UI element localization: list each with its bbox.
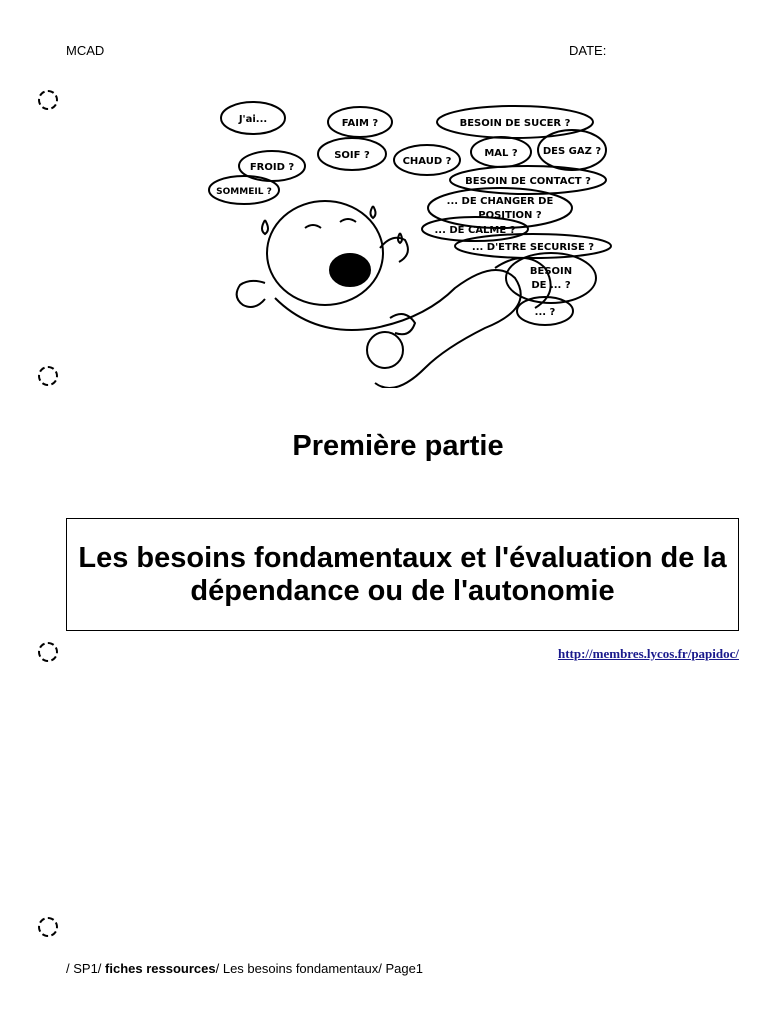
footer-bold: fiches ressources — [105, 961, 216, 976]
header-date: DATE: — [569, 43, 607, 58]
main-title: Les besoins fondamentaux et l'évaluation de la dépendance ou de l'autonomie — [78, 541, 727, 607]
footer — [66, 961, 423, 976]
bubble-text: SOMMEIL ? — [216, 187, 272, 197]
binder-hole-icon — [38, 366, 58, 386]
footer-prefix: / SP1/ — [66, 961, 106, 976]
papidoc-link[interactable]: http://membres.lycos.fr/papidoc/ — [557, 646, 739, 661]
bubble-text: ... D'ETRE SECURISE ? — [471, 242, 595, 253]
bubble-text: CHAUD ? — [402, 156, 452, 167]
bubble-text: DE ... ? — [531, 280, 571, 291]
bubble-text: DES GAZ ? — [542, 146, 602, 157]
binder-hole-icon — [38, 90, 58, 110]
crying-baby-illustration — [205, 88, 625, 388]
header-left: MCAD — [66, 43, 105, 58]
bubble-text: BESOIN — [529, 266, 573, 277]
part-title: Première partie — [292, 430, 504, 462]
bubble-text: ... DE CALME ? — [434, 225, 516, 236]
bubble-text: ... DE CHANGER DE — [446, 196, 554, 207]
binder-hole-icon — [38, 642, 58, 662]
bubble-text: BESOIN DE CONTACT ? — [465, 176, 591, 187]
bubble-text: FAIM ? — [341, 118, 379, 129]
main-title-box — [66, 518, 739, 631]
bubble-text: POSITION ? — [478, 210, 542, 221]
footer-suffix: / Les besoins fondamentaux/ Page1 — [215, 961, 424, 976]
bubble-text: J'ai... — [238, 114, 268, 125]
bubble-text: MAL ? — [484, 148, 518, 159]
bubble-text: SOIF ? — [334, 150, 370, 161]
bubble-text: FROID ? — [249, 162, 295, 173]
bubble-text: ... ? — [534, 307, 556, 318]
binder-hole-icon — [38, 917, 58, 937]
bubble-text: BESOIN DE SUCER ? — [459, 118, 571, 129]
